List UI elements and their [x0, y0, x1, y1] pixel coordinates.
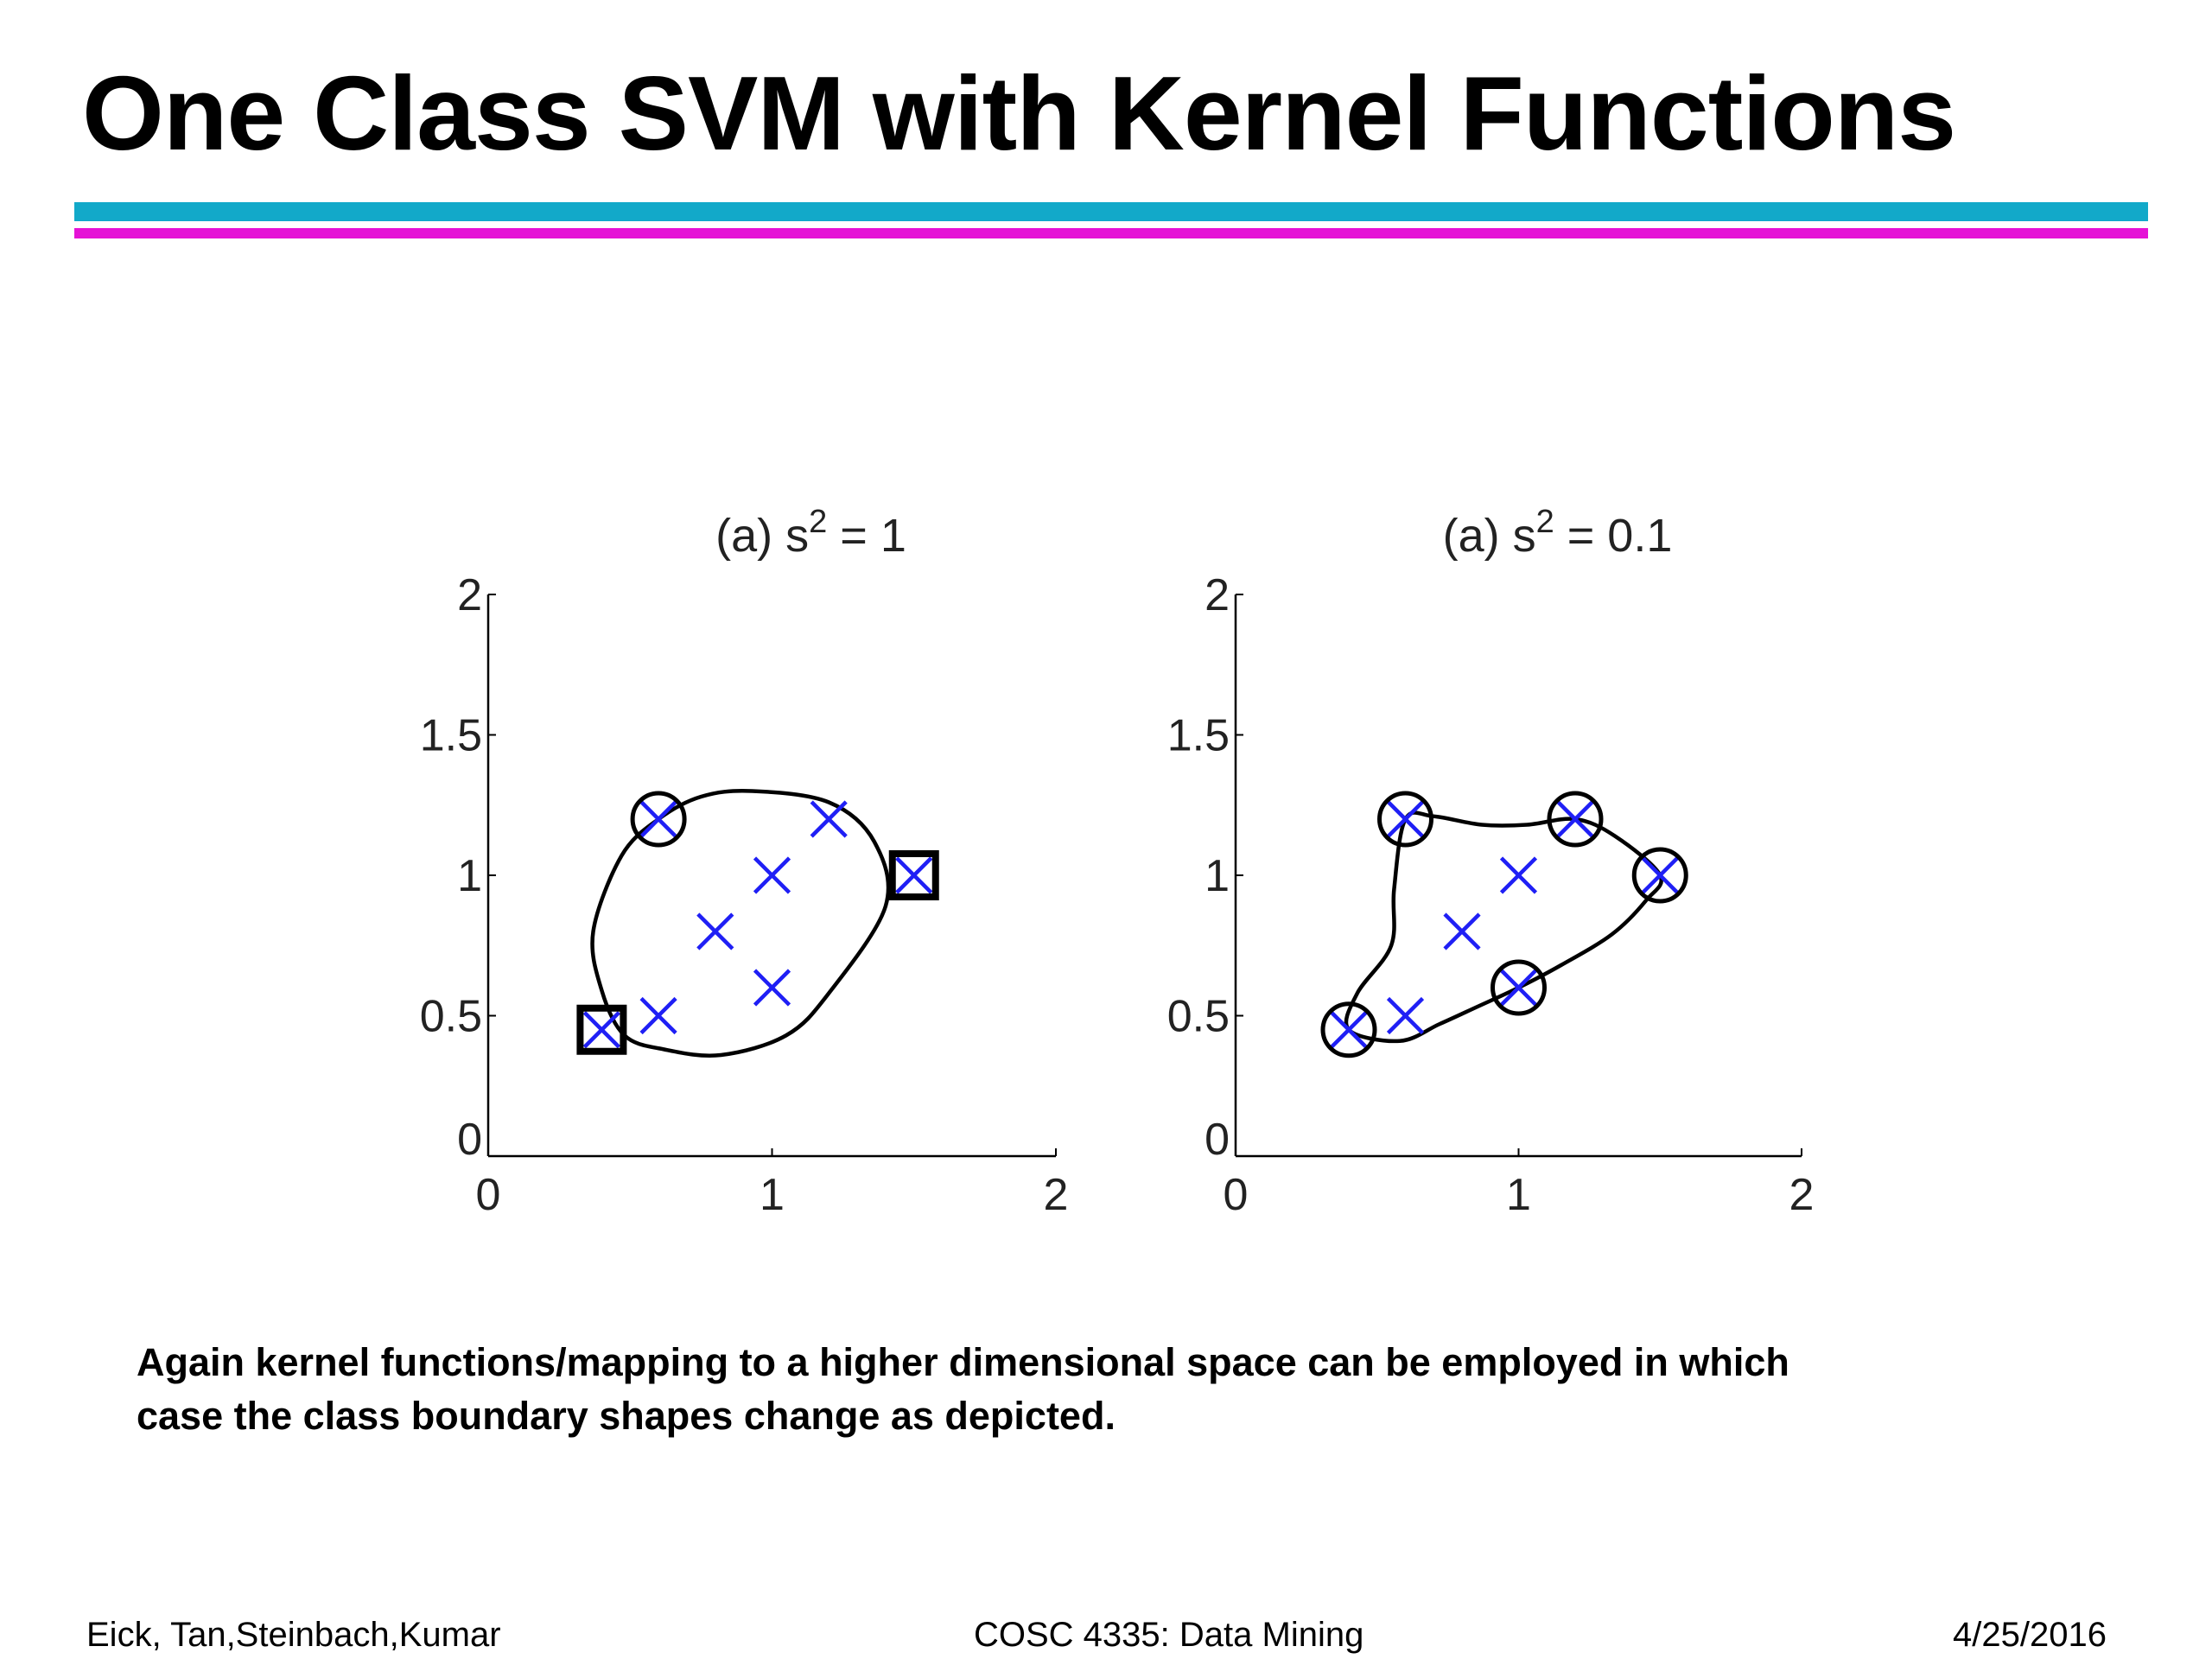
y-tick-label: 0	[1205, 1115, 1230, 1165]
y-tick-label: 2	[457, 570, 482, 620]
chart-panel-1	[420, 504, 1069, 1220]
caption-line-1: Again kernel functions/mapping to a higher dimensional space can be employed in which	[137, 1340, 1789, 1384]
y-tick-label: 0	[457, 1115, 482, 1165]
y-tick-label: 2	[1205, 570, 1230, 620]
footer-date: 4/25/2016	[1953, 1616, 2107, 1654]
slide-title: One Class SVM with Kernel Functions	[82, 54, 1956, 172]
chart-panel-2	[1167, 504, 1815, 1220]
caption-line-2: case the class boundary shapes change as depicted.	[137, 1394, 1116, 1438]
chart-title-main: (a) s	[1442, 510, 1536, 562]
x-tick-label: 2	[1789, 1170, 1815, 1220]
x-tick-label: 0	[475, 1170, 501, 1220]
y-tick-label: 1.5	[1166, 710, 1230, 761]
chart-title-superscript: 2	[1535, 504, 1554, 540]
y-tick-label: 1.5	[419, 710, 482, 761]
x-tick-label: 0	[1223, 1170, 1249, 1220]
chart-title-rest: = 1	[827, 510, 906, 562]
chart-title	[1443, 504, 1673, 562]
x-tick-label: 2	[1043, 1170, 1069, 1220]
chart-title-rest: = 0.1	[1554, 510, 1673, 562]
chart-title	[715, 504, 906, 562]
y-tick-label: 0.5	[1166, 991, 1230, 1042]
footer-authors: Eick, Tan,Steinbach,Kumar	[86, 1616, 501, 1654]
x-tick-label: 1	[1506, 1170, 1531, 1220]
x-tick-label: 1	[760, 1170, 785, 1220]
chart-title-superscript: 2	[809, 504, 828, 540]
footer-course: COSC 4335: Data Mining	[974, 1616, 1364, 1654]
slide-caption	[137, 1336, 2124, 1443]
y-tick-label: 1	[1205, 851, 1230, 901]
y-tick-label: 1	[457, 851, 482, 901]
chart-title-main: (a) s	[715, 510, 810, 562]
y-tick-label: 0.5	[419, 991, 482, 1042]
